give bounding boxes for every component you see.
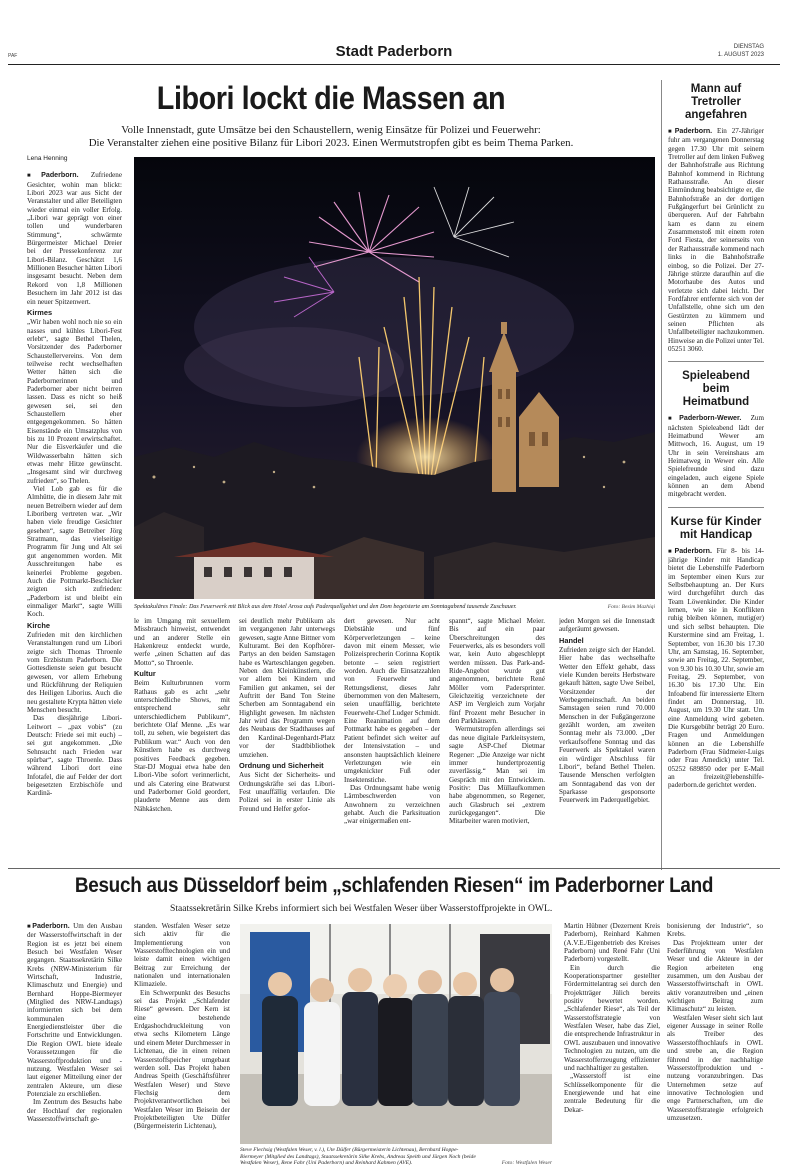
body-paragraph: Beim Kulturbrunnen vorm Rathaus gab es acht „sehr unterschiedliche Shows, mit entsprechend sehr unterschiedlichem Publikum“, berichtete Olaf Menne. „Es war toll, zu sehen, wie begeistert das Publikum war.“ Auch von den Künstlern habe es durchweg positives Feedback gegeben. Star-DJ Moguai etwa habe den Libori-Vibe sofort verinnerlicht, und als Catering eine Bratwurst und Paderborner Gold geordert, plauderte Menne aus dem Nähkästchen. bbox=[134, 679, 230, 813]
subhead-handel: Handel bbox=[559, 635, 584, 645]
main-subhead-2: Die Veranstalter ziehen eine positive Bilanz für Libori 2023. Einen Wermutstropfen gibt es beim Thema Parken. bbox=[88, 137, 574, 149]
square-bullet-icon: ■ bbox=[27, 173, 42, 180]
page-code: PAF bbox=[8, 53, 18, 59]
fireworks-photo bbox=[134, 157, 655, 599]
body-paragraph: Westfalen Weser sieht sich laut eigener Aussage in seiner Rolle als Treiber des Wasserstoffhochlaufs in OWL und strebe an, die Region führend in der nachhaltige Wasserstoffproduktion und -nutzung voranzubringen. Das Unternehmen setze auf innovative Technologien und enge Partnerschaften, um die Wasserstoffstrategie erfolgreich umzusetzen. bbox=[667, 1013, 763, 1122]
article-column-3 bbox=[239, 617, 335, 865]
sidebar-rule bbox=[668, 361, 764, 362]
subhead-kirmes: Kirmes bbox=[27, 307, 53, 317]
kirche-paragraph: Zufrieden mit den kirchlichen Veranstaltungen rund um Libori zeigte sich Thomas Throenle vom Erzbistum Paderborn. Die Gottesdienste seien gut besucht gewesen, vor allem Erhebung und Rückführung der Reliquien des Heiligen Liborius. Auch die neu gestaltete Krypta hätten viele Menschen besucht. bbox=[27, 630, 122, 714]
sidebar-title-spieleabend: Spieleabend beim Heimatbund bbox=[682, 370, 750, 409]
sidebar-article-spieleabend bbox=[668, 414, 764, 498]
dateline: Paderborn. bbox=[32, 922, 70, 930]
sidebar-article-tretroller bbox=[668, 127, 764, 353]
subhead-kirche: Kirche bbox=[27, 620, 51, 630]
sidebar-title-kurse: Kurse für Kinder mit Handicap bbox=[670, 515, 762, 541]
author: Lena Henning bbox=[27, 155, 68, 162]
square-bullet-icon: ■ bbox=[668, 129, 675, 135]
body-paragraph: Aus Sicht der Sicherheits- und Ordnungskräfte sei das Libori-Fest unauffällig verlaufen. Die Polizei sei in erster Linie als Freund und Helfer gefor- bbox=[239, 771, 335, 813]
photo-credit: Foto: Besim Mazhiqi bbox=[607, 604, 655, 610]
dateline: Paderborn. bbox=[41, 171, 79, 180]
sidebar-divider bbox=[661, 80, 662, 870]
main-headline: Libori lockt die Massen an bbox=[156, 80, 506, 116]
second-headline: Besuch aus Düsseldorf beim „schlafenden Riesen“ im Paderborner Land bbox=[74, 874, 714, 897]
fireworks-illustration bbox=[134, 157, 655, 599]
sidebar-article-kurse bbox=[668, 547, 764, 790]
sidebar-body: Für 8- bis 14-jährige Kinder mit Handicap bietet die Lebenshilfe Paderborn im September einen Kurs zur Selbstbehauptung an. Der Kurs wird durchgeführt durch das Team Löwenkinder. Die Kinder lernen, wie sie in Konflikten ruhig bleiben können, mutig(er) und sich selbst behaupten. Die Kurstermine sind am Freitag, 1. September, von 16.30 bis 17.30 Uhr, am Samstag, 16. September, sowie am Freitag, 22. September, von 9.30 bis 10.30 Uhr, sowie am Freitag, 29. September, von 16.30 bis 17.30 Uhr. Ein Infoabend für interessierte Eltern findet am Donnerstag, 10. August, um 19.30 Uhr statt. Um eine Anmeldung wird gebeten. Die Kursgebühr beträgt 20 Euro. Fragen und Anmeldungen können an die Lebenshilfe Paderborn (Frau Südmeier-Luigs oder Frau Amedick) unter Tel. 05252 689850 oder per E-Mail an freizeit@lebenshilfe-paderborn.de gerichtet werden. bbox=[668, 546, 764, 790]
sidebar-body: Zum nächsten Spieleabend lädt der Heimatbund Wewer am Mittwoch, 16. August, um 19 Uhr in sein Vereinshaus am Heimatweg in Wewer ein. Alle Spielefreunde sind dazu eingeladen, auch eigene Spiele können an dem Abend mitgebracht werden. bbox=[668, 414, 764, 499]
body-paragraph: le im Umgang mit sexuellem Missbrauch hinweist, entwendet und an anderer Stelle ein Hakenkreuz entdeckt wurde, werfe „einen Schatten auf das Motto“, so Throenle. bbox=[134, 617, 230, 667]
article-separator bbox=[8, 868, 780, 869]
kirmes-paragraph: „Wir haben wohl noch nie so ein nasses und kühles Libori-Fest erlebt“, sagte Bethel Thelen, Vorsitzender des Paderborner Schaustellervereins. Von dem teilweise recht wechselhaften Wetter hätten sich die Paderbornerinnen und Paderborner aber nicht beirren lassen. Dass es nicht so heiß gewesen sei, sei den Schaustellern eher entgegengekommen. So hätten Eisenstände ein Umsatzplus von bis zu 10 Prozent erwirtschaftet. Nur die Eisverkäufer und die Wildwasserbahn hätten sich etwas mehr Hitze gewünscht. „Insgesamt sind wir durchweg zufrieden“, so Thelen. bbox=[27, 318, 122, 485]
sidebar-title-tretroller: Mann auf Tretroller angefahren bbox=[685, 83, 747, 121]
dateline: Paderborn. bbox=[674, 127, 713, 135]
group-photo-caption: Steve Flechsig (Westfalen Weser, v. l.), Ute Dülfer (Bürgermeisterin Lichtenau), Bernhard Hoppe-Biermeyer (Mitglied des Landtags), Staatssekretärin Silke Krebs, Andreas Speith und Jürgen Noch (beide Westfalen Weser), Rene Fahr (Uni Paderborn) und Reinhard Kahmen (AVE). bbox=[240, 1147, 476, 1167]
dateline: Paderborn. bbox=[674, 546, 712, 555]
photo-caption: Spektakuläres Finale: Das Feuerwerk mit Blick aus dem Hotel Arosa aufs Paderquellgebiet und den Dom begeisterte am Sonntagabend tausende Zuschauer. bbox=[134, 604, 517, 610]
issue-day: DIENSTAG bbox=[733, 44, 764, 50]
subhead-kultur: Kultur bbox=[134, 669, 156, 679]
body-paragraph: sei deutlich mehr Publikum als im vergangenen Jahr unterwegs gewesen, sagte Anne Bittner vom Kulturamt. Bei den Kopfhörer-Partys an den beiden Samstagen habe es Warteschlangen gegeben. Neben den Kleinkünstlern, die vor allem bei Kindern und Familien gut ankamen, sei der Auftritt der Band Ton Steine Scherben am Sonntagabend ein Highlight gewesen. Im nächsten Jahr wird das Programm wegen des Neubaus der Stadthauses auf den Kardinal-Degenhardt-Platz vor der Stadtbibliothek umziehen. bbox=[239, 617, 335, 759]
body-paragraph: Wermutstropfen allerdings sei das neue digitale Parkleitsystem, sagte ASP-Chef Dietmar Regener: „Die Anzeige war nicht immer hundertprozentig zuverlässig.“ Man sei im Gespräch mit den Entwicklern. Positiv: Das Müllaufkommen habe abgenommen, so Regener, auch Glasbruch sei „extrem zurückgegangen“. Die Mitarbeiter waren motiviert, bbox=[449, 725, 545, 826]
subhead-ordnung: Ordnung und Sicherheit bbox=[239, 760, 324, 770]
group-photo bbox=[240, 924, 552, 1144]
section-title: Stadt Paderborn bbox=[335, 43, 453, 60]
body-paragraph: Im Zentrum des Besuchs habe der Hochlauf der regionalen Wasserstoffwirtschaft ge- bbox=[27, 1098, 122, 1123]
second-column-6 bbox=[667, 922, 763, 1167]
sidebar bbox=[668, 83, 764, 790]
square-bullet-icon: ■ bbox=[27, 924, 33, 930]
body-paragraph: Um den Ausbau der Wasserstoffwirtschaft in der Region ist es jetzt bei einem Besuch bei Westfalen Weser gegangen. Staatssekretärin Silke Krebs (NRW-Ministerium für Wirtschaft, Industrie, Klimaschutz und Energie) und Bernhard Hoppe-Biermeyer (Mitglied des NRW-Landtags) informierten sich bei dem kommunalen Energiedienstleister über die Fortschritte und Entwicklungen. Die Region OWL biete ideale Voraussetzungen für die Wasserstoffproduktion und -nutzung. Westfalen Weser sei laut eigener Mitteilung einer der zentralen Akteure, um diese Potenziale zu erschließen. bbox=[27, 922, 122, 1098]
body-paragraph: Ein Schwerpunkt des Besuchs sei das Projekt „Schlafender Riese“ gewesen. Der Kern ist eine bestehende Erdgashochdruckleitung von etwa sechs Kilometern Länge und einem Meter Durchmesser in Lichtenau, die in einen reinen Wasserstoffspeicher umgebaut werden soll. Das Projekt haben Andreas Speith (Geschäftsführer Westfalen Weser) und Steve Flechsig dem Projektverantwortlichen bei Westfalen Weser im Beisein der Projektbeteiligten Ute Dülfer (Bürgermeisterin Lichtenau), bbox=[134, 988, 230, 1131]
article-column-6 bbox=[559, 617, 655, 865]
sidebar-rule bbox=[668, 507, 764, 508]
body-paragraph: spannt“, sagte Michael Meier. Bis auf ein paar Überschreitungen des Feuerwerks, als es besonders voll war, kein Auto abgeschleppt werden müssen. Das Park-and-Ride-Angebot wurde gut angenommen, berichtete René Möller vom Padersprinter. Gleichzeitig verzeichnete der ASP im Vergleich zum Vorjahr fünf Prozent mehr Besucher in den Parkhäusern. bbox=[449, 617, 545, 726]
lead-text: Zufriedene Gesichter, wohin man blickt: Libori 2023 war aus Sicht der Veranstalter und aller Beteiligten wieder einmal ein voller Erfolg. „Libori war geprägt von einer tollen und wunderbaren Stimmung“, schwärmte Bürgermeister Michael Dreier bei der Pressekonferenz zur Libori-Bilanz. Geschätzt 1,6 Millionen Besucher hätten Libori insgesamt besucht. Neben dem Rekord von 1,8 Millionen Besuchern im Jahr 2012 ist das ein neuer Spitzenwert. bbox=[27, 171, 122, 306]
body-paragraph: Zufrieden zeigte sich der Handel. Hier habe das wechselhafte Wetter den Effekt gehabt, dass viele Kunden bereits Herbstware gekauft hätten, sagte Uwe Seibel, Vorsitzender der Werbegemeinschaft. An beiden Samstagen seien rund 70.000 Menschen in der Fußgängerzone gezählt worden, am zweiten Sonntag mehr als 73.000. „Der verkaufsoffene Sonntag und das Feuerwerk als Spektakel waren ein würdiger Abschluss für Libori“, befand Bethel Thelen. Tausende Menschen verfolgten am Sonntagabend das von der Sparkasse gesponsorte Feuerwerk im Paderquellgebiet. bbox=[559, 646, 655, 805]
square-bullet-icon: ■ bbox=[668, 548, 675, 555]
article-lead-column bbox=[27, 155, 122, 865]
sidebar-body: Ein 27-Jähriger fuhr am vergangenen Donnerstag gegen 17.30 Uhr mit seinem Tretroller auf dem linken Fußweg der Bahnhofstraße aus Richtung Bahnhof kommend in Richtung Rathausstraße. An dieser Einmündung beabsichtigte er, die Bahnhofstraße an der dortigen Fußgängerfurt bei Grünlicht zu überqueren. Auf der Fahrbahn kam es dann zu einem Zusammenstoß mit einem roten Ford Fiesta, der seinerseits von der Rathausstraße kommend nach links in die Bahnhofstraße einbog, so die Polizei. Der 27-Jährige stürzte daraufhin auf die Motorhaube des Autos und verletzte sich dabei leicht. Der Fordfahrer entfernte sich von der Unfallstelle, ohne sich um den Gestürzten zu kümmern und seinen Pflichten als Unfallbeteiligter nachzukommen. Hinweise an die Polizei unter Tel. 05251 3060. bbox=[668, 127, 764, 353]
body-paragraph: Das Ordnungsamt habe wenig Lärmbeschwerden von Anwohnern zu verzeichnen gehabt. Auch die Parksituation „war einigermaßen ent- bbox=[344, 783, 440, 826]
body-paragraph: jeden Morgen sei die Innenstadt aufgeräumt gewesen. bbox=[559, 617, 655, 634]
group-photo-credit: Foto: Westfalen Weser bbox=[501, 1160, 552, 1166]
body-paragraph: dert gewesen. Nur acht Diebstähle und fünf Körperverletzungen – keine davon mit einem Messer, wie Polizeisprecherin Corinna Koptik betonte – seien registriert worden. Auch die Einsatzzahlen von Feuerwehr und Rettungsdienst, dieses Jahr übernommen von den Maltesern, seien unauffällig, berichtete Feuerwehr-Chef Ludger Schmidt. Eine Reanimation auf dem Pottmarkt habe es gegeben – der Patient befindet sich weiter auf der Intensivstation – und ansonsten hauptsächlich kleinere Verletzungen wie ein umgeknickter Fuß oder Insektenstiche. bbox=[344, 617, 440, 784]
second-column-2 bbox=[134, 922, 230, 1167]
second-column-1 bbox=[27, 922, 122, 1167]
body-paragraph: bonisierung der Industrie“, so Krebs. bbox=[667, 922, 763, 939]
second-subhead: Staatssekretärin Silke Krebs informiert sich bei Westfalen Weser über Wasserstoffprojekte in OWL. bbox=[170, 903, 553, 914]
dateline: Paderborn-Wewer. bbox=[679, 414, 742, 423]
body-paragraph: „Wasserstoff ist eine Schlüsselkomponente für die Energiewende und hat eine zentrale Bedeutung für die Dekar- bbox=[564, 1072, 660, 1114]
body-paragraph: standen. Westfalen Weser setze sich aktiv für die Implementierung von Wasserstofftechnologien ein und leiste damit einen wichtigen Beitrag zur Erreichung der nationalen und internationalen Klimaziele. bbox=[134, 922, 230, 989]
issue-date: 1. AUGUST 2023 bbox=[717, 52, 764, 58]
main-subhead-1: Volle Innenstadt, gute Umsätze bei den Schaustellern, wenig Einsätze für Polizei und Feuerwehr: bbox=[121, 124, 541, 136]
article-column-4 bbox=[344, 617, 440, 865]
body-paragraph: Das Projektteam unter der Federführung von Westfalen Weser und die Akteure in der Region arbeiteten eng zusammen, um den Ausbau der Wasserstoffwirtschaft in OWL aktiv voranzutreiben und „einen wichtigen Beitrag zum Klimaschutz“ zu leisten. bbox=[667, 938, 763, 1014]
article-column-2 bbox=[134, 617, 230, 865]
group-photo-illustration bbox=[240, 924, 552, 1144]
kirche-paragraph: Das diesjährige Libori-Leitwort – „pax vobis“ (zu Deutsch: Friede sei mit euch) – sei gut angekommen. „Die Sehnsucht nach Frieden war spürbar“, sagte Throenle. Dass während Libori dort eine Infotafel, die auf Felder der dort beigesetzten Erzbischöfe und Kardinä- bbox=[27, 714, 122, 798]
body-paragraph: Martin Hübner (Dezernent Kreis Paderborn), Reinhard Kahmen (A.V.E./Eigenbetrieb des Kreises Paderborn) und René Fahr (Uni Paderborn) vorgestellt. bbox=[564, 922, 660, 964]
second-column-5 bbox=[564, 922, 660, 1167]
article-column-5 bbox=[449, 617, 545, 865]
square-bullet-icon: ■ bbox=[668, 416, 680, 423]
header-rule bbox=[8, 64, 780, 65]
kirmes-paragraph: Viel Lob gab es für die Almhütte, die in diesem Jahr mit neuen Betreibern wieder auf dem Liboriberg vertreten war. „Wir haben viele freudige Gesichter gesehen“, sagte Betreiber Jörg Stratmann, das vielseitige Programm für Jung und Alt sei gut angenommen worden. Mit Ausschreitungen habe es keinerlei Probleme gegeben. Auch die Pottmarkt-Beschicker zeigten sich zufrieden: „Paderborn ist und bleibt ein einmaliger Markt“, sagte Willi Koch. bbox=[27, 485, 122, 619]
body-paragraph: Ein durch die Kooperationspartner gestellter Fördermittelantrag sei durch den Projektträger Jülich bereits positiv bewertet worden. „Schlafender Riese“, als Teil der Wasserstoffstrategie von Westfalen Weser, habe das Ziel, die entsprechende Infrastruktur in OWL auszubauen und innovative Technologien zu nutzen, um die Wasserstofferzeugung effizienter und nachhaltiger zu gestalten. bbox=[564, 963, 660, 1072]
